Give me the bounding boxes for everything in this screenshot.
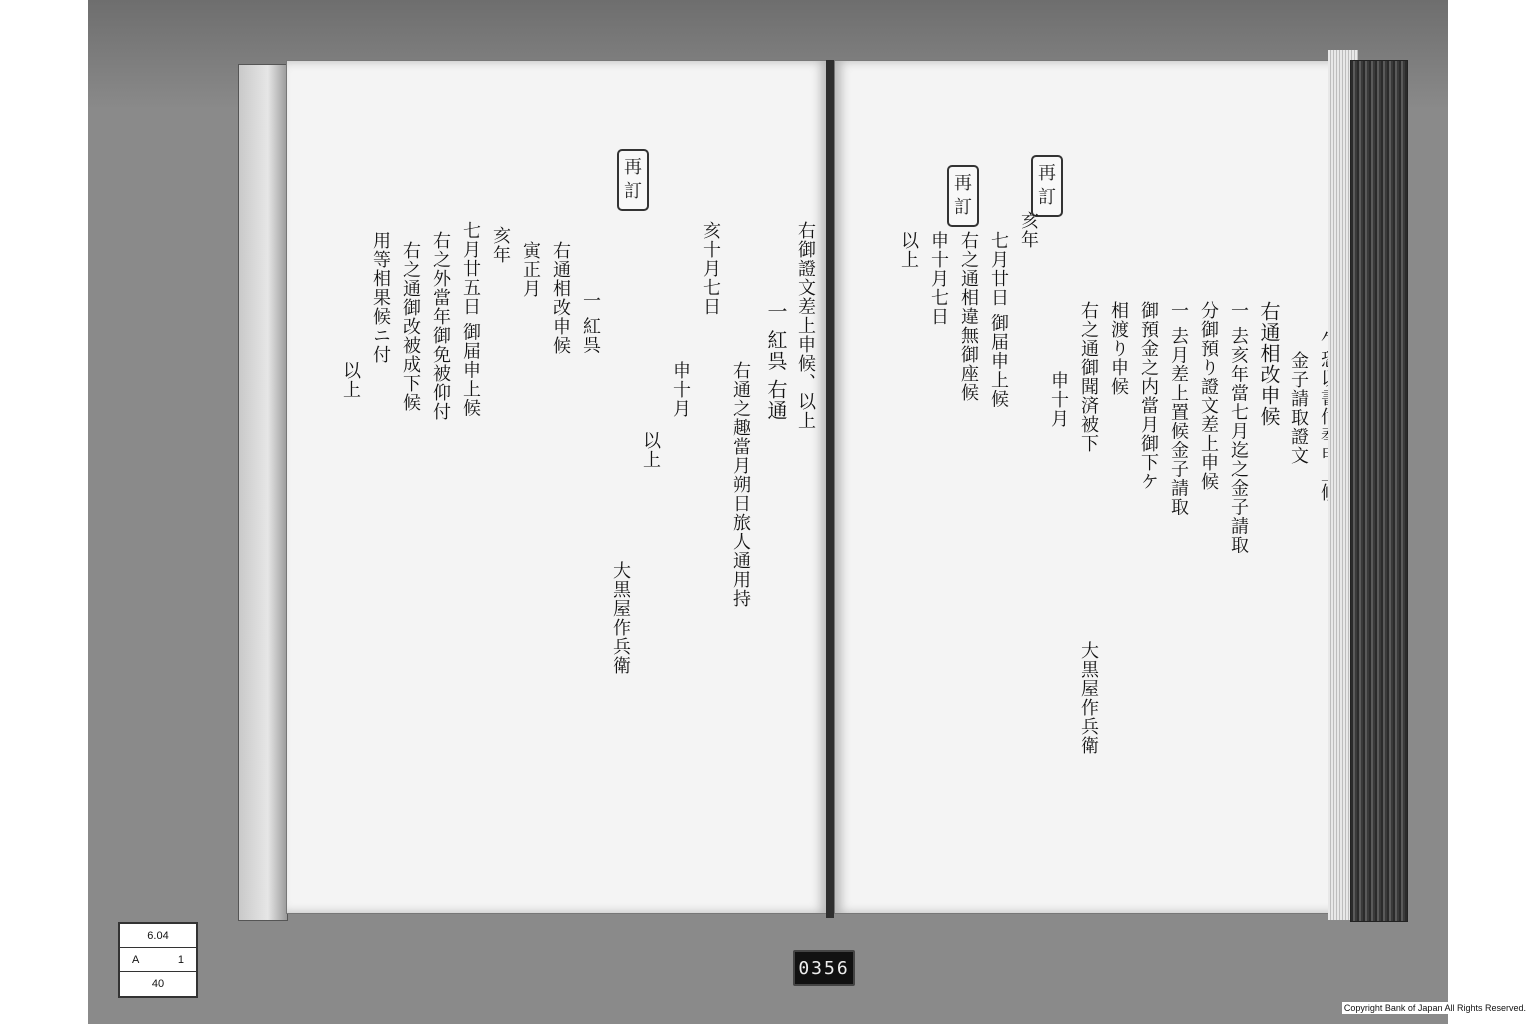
revision-seal — [617, 149, 649, 211]
left-page — [286, 60, 828, 914]
text-column: 亥十月七日 — [700, 221, 721, 316]
text-column: 寅正月 — [520, 241, 541, 298]
text-column: 以上 — [898, 231, 919, 269]
text-column: 大黒屋作兵衛 — [1078, 641, 1099, 755]
text-column: 分御預り證文差上申候 — [1198, 301, 1219, 491]
text-column: 申十月 — [1048, 371, 1069, 428]
book-spine-left — [238, 64, 288, 921]
text-column: 申十月 — [670, 361, 691, 418]
archive-series-number: 1 — [177, 953, 184, 966]
text-column: 申十月七日 — [928, 231, 949, 326]
text-column: 相渡り申候 — [1108, 301, 1129, 396]
right-page — [834, 60, 1356, 914]
archive-code: 6.04 — [120, 924, 196, 948]
text-column: 御預金之内當月御下ケ — [1138, 301, 1159, 491]
archive-series: A — [132, 953, 140, 966]
text-column: 大黒屋作兵衛 — [610, 561, 631, 675]
text-column: 亥年 — [1018, 211, 1039, 249]
text-column: 以上 — [340, 361, 361, 399]
text-column: 用等相果候ニ付 — [370, 231, 391, 364]
archive-tag — [118, 922, 198, 998]
text-column: 亥年 — [490, 226, 511, 264]
copyright-notice: Copyright Bank of Japan All Rights Reserved. — [1343, 1003, 1526, 1013]
white-margin-right — [1448, 0, 1536, 1024]
text-column: 一 去亥年當七月迄之金子請取 — [1228, 301, 1249, 555]
book-gutter — [826, 60, 834, 918]
text-column: 右之外當年御免被仰付 — [430, 231, 451, 421]
seal-char: 訂 — [624, 181, 642, 202]
text-column: 一 去月差上置候金子請取 — [1168, 301, 1189, 517]
text-column: 七月廿五日 御届申上候 — [460, 221, 481, 418]
text-column: 右之通相違無御座候 — [958, 231, 979, 402]
open-ledger-book — [238, 60, 1408, 920]
text-column: 一 紅呉 右通 — [764, 301, 788, 421]
text-column: 右通相改申候 — [1257, 301, 1281, 427]
text-column: 右之通御聞済被下 — [1078, 301, 1099, 453]
text-column: 七月廿日 御届申上候 — [988, 231, 1009, 409]
seal-char: 再 — [624, 157, 642, 178]
text-column: 右之通御改被成下候 — [400, 241, 421, 412]
text-column: 以上 — [640, 431, 661, 469]
white-margin-left — [0, 0, 88, 1024]
archive-volume: 40 — [151, 977, 165, 990]
text-column: 一 紅呉 — [580, 291, 601, 355]
frame-number: 0356 — [793, 950, 855, 986]
text-column: 右御證文差上申候、以上 — [795, 221, 816, 430]
text-column: 右通之趣當月朔日旅人通用持 — [730, 361, 751, 608]
seal-char: 訂 — [1038, 187, 1056, 208]
seal-char: 訂 — [954, 197, 972, 218]
seal-char: 再 — [954, 173, 972, 194]
revision-seal — [947, 165, 979, 227]
text-column: 金子請取證文 — [1288, 351, 1309, 465]
revision-seal — [1031, 155, 1063, 217]
seal-char: 再 — [1038, 163, 1056, 184]
text-column: 右通相改申候 — [550, 241, 571, 355]
book-spine-right — [1350, 60, 1408, 922]
archive-series-row — [120, 948, 196, 972]
